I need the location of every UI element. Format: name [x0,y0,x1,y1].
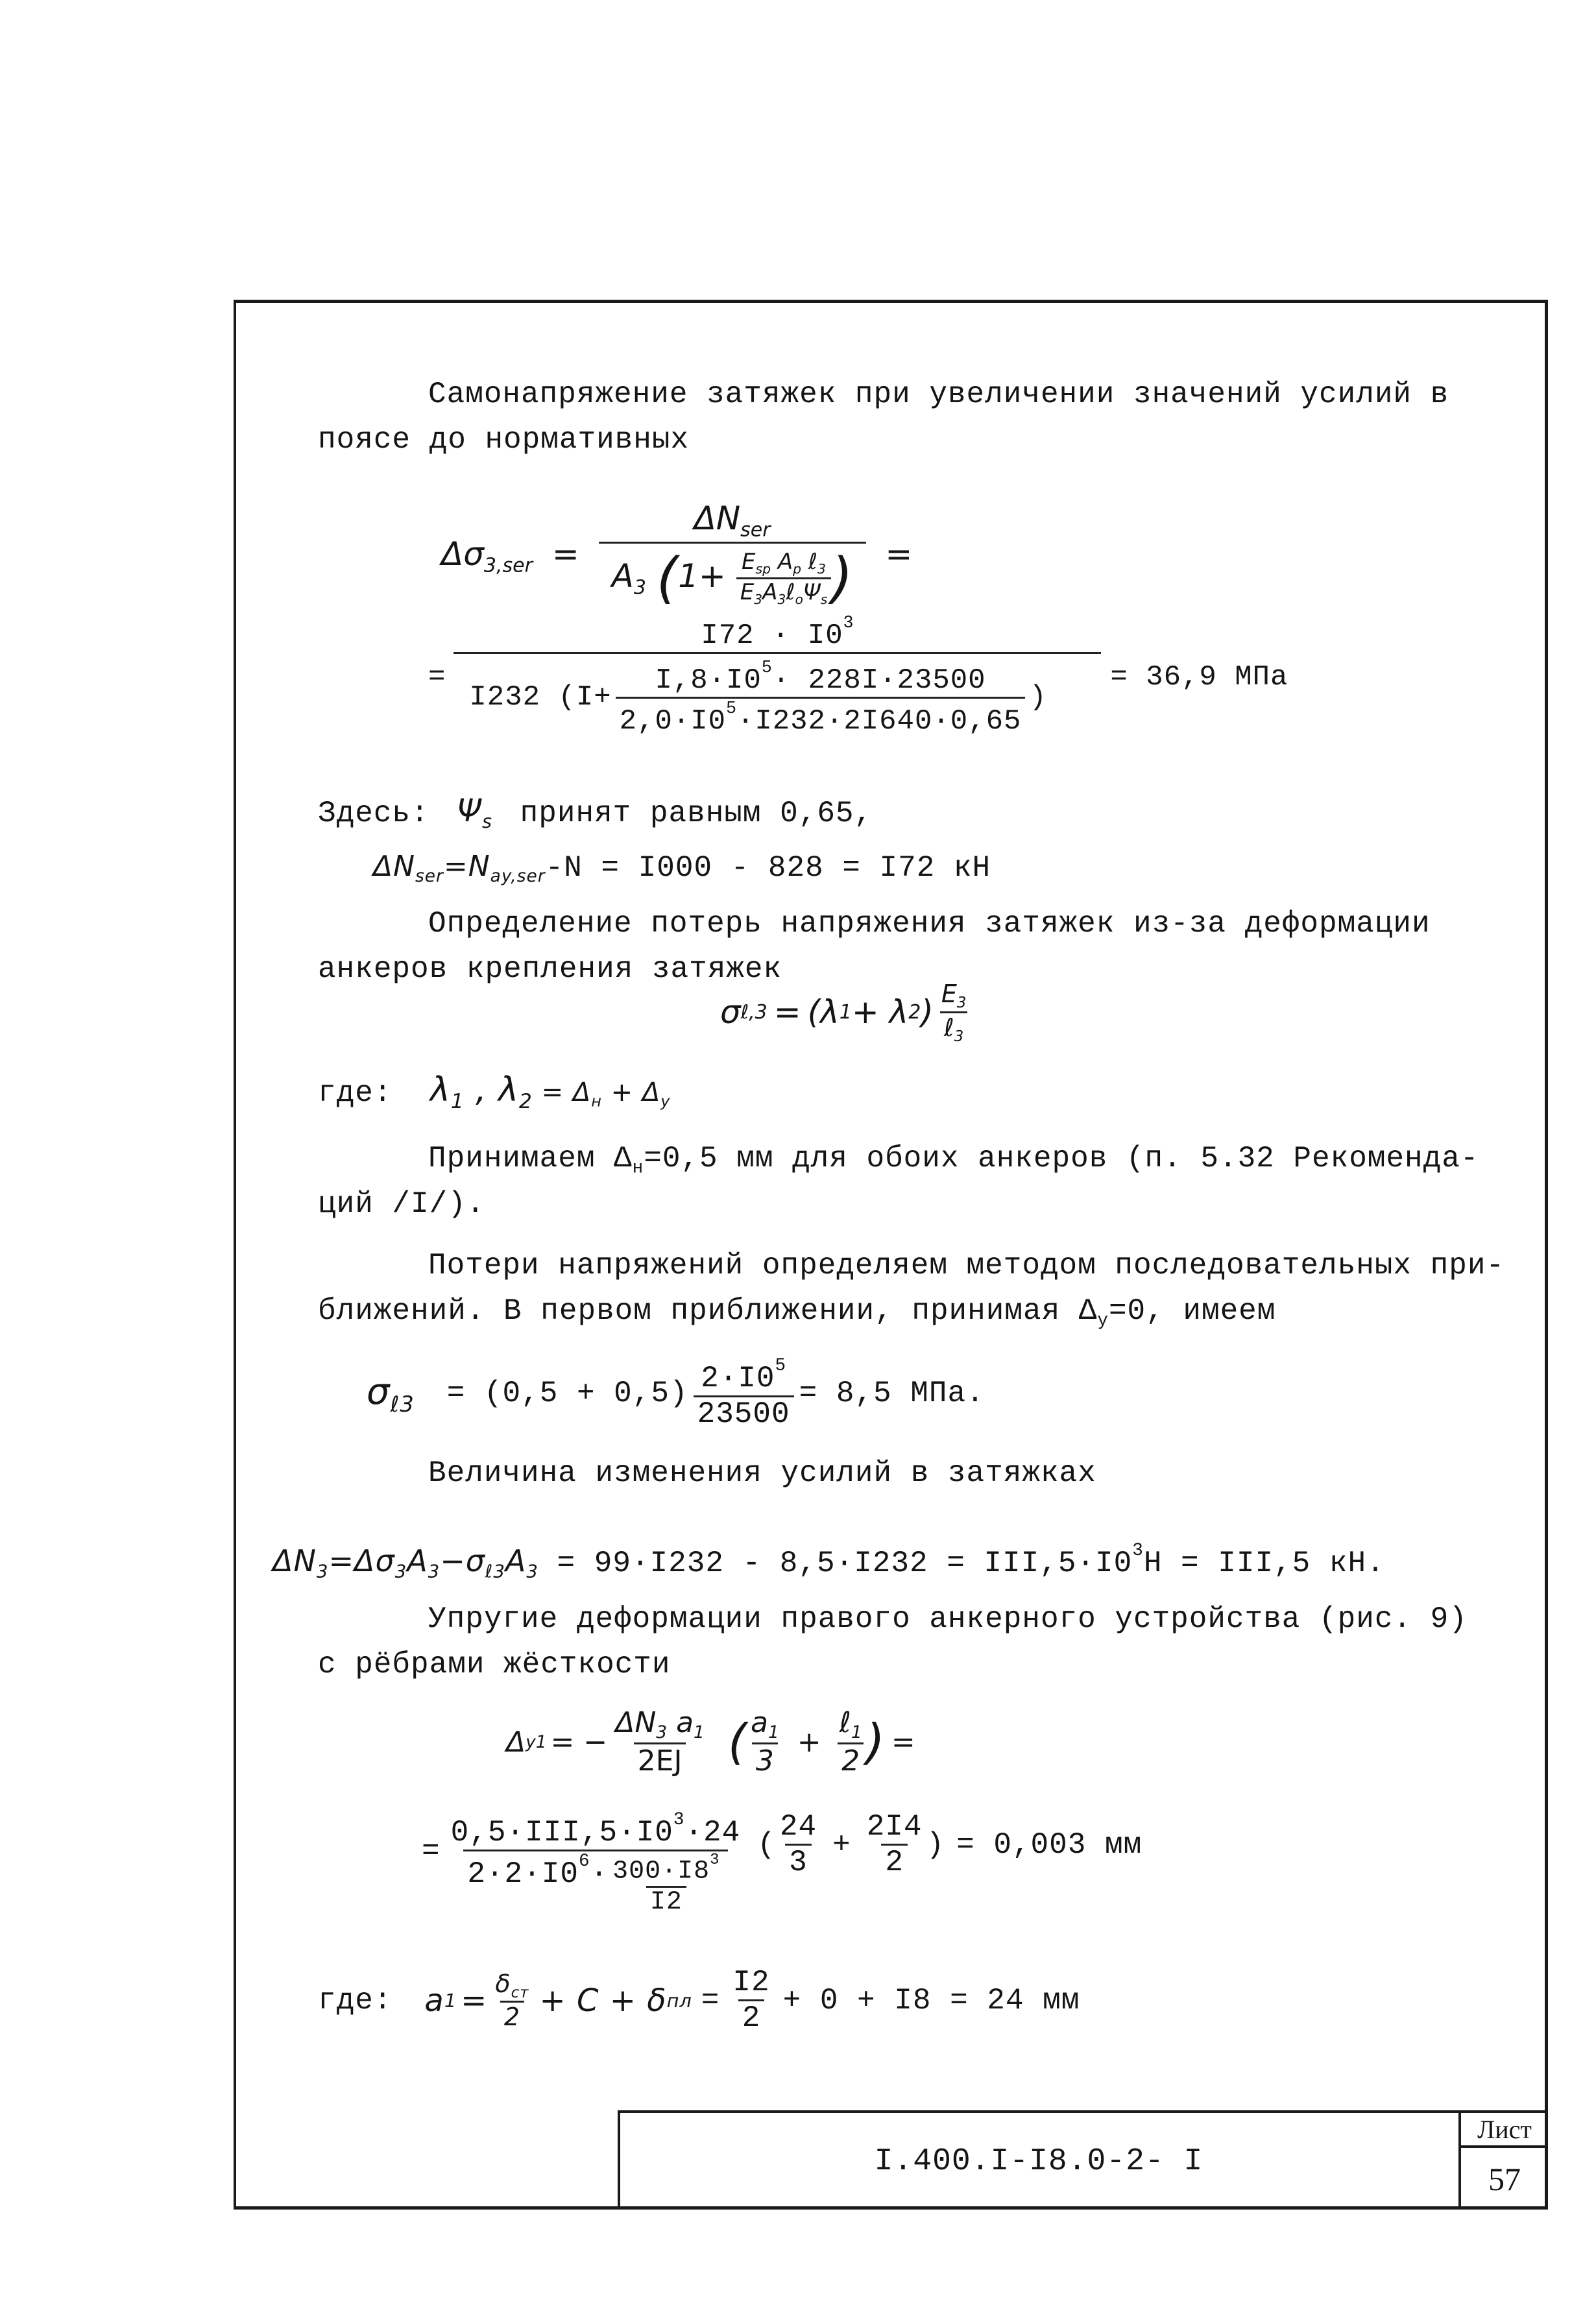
numeric-inner-fraction: $\frac{I,8\cdot I0^5\cdot 228I\cdot 23500}{2,0\cdot I0^5\cdot I232\cdot 2I640\cdot 0,65}$ [616,658,1026,738]
paragraph-elastic-line2: с рёбрами жёсткости [318,1648,671,1681]
psi-note: Здесь: $\Psi_s$ принят равным 0,65, [318,793,873,833]
paragraph-approx-line1: Потери напряжений определяем методом последовательных при- [428,1249,1505,1283]
sheet-number: 57 [1488,2160,1521,2197]
paragraph-force-change: Величина изменения усилий в затяжках [428,1456,1096,1490]
paragraph-self-stress-line2: поясе до нормативных [318,423,690,457]
lhs: $\Delta\sigma_{3,ser}$ [441,535,533,577]
main-fraction: $\Delta N_{ser}$ $A_3$ (1+ $\frac{E_{sp} A_p \ell_3}{E_3A_3\ell_o\Psi_s}$ ) [599,500,866,613]
result-8-5-mpa: = 8,5 МПа. [799,1376,985,1410]
paragraph-losses-line1: Определение потерь напряжения затяжек из-за деформации [428,907,1431,941]
paragraph-elastic-line1: Упругие деформации правого анкерного устройства (рис. 9) [428,1602,1468,1636]
paragraph-accept-line1: Принимаем $\Delta_н=0,5$ мм для обоих анкеров (п. 5.32 Рекоменда- [428,1142,1479,1179]
title-block [618,2110,1548,2210]
numeric-fraction: $I72 \cdot I0^3$ I232 (I+ $\frac{I,8\cdot I0^5\cdot 228I\cdot 23500}{2,0\cdot I0^5\cdot I232\cdot 2I640\cdot 0,65}$ ) [453,613,1101,741]
lambda-definition: где: $\lambda_1$ , $\lambda_2 = \Delta_н + \Delta_у$ [318,1070,671,1113]
sheet-cell [1458,2113,1548,2210]
document-code: I.400.I-I8.0-2- I [874,2143,1203,2179]
formula-sigma-l3: σ ℓ,3 = (λ 1 + λ 2 ) $\frac{E_3}{\ell_3}$ [720,980,967,1045]
sheet-label: Лист [1461,2113,1548,2148]
paragraph-accept-line2: ций /I/). [318,1187,485,1221]
formula-delta-sigma-symbolic: $\Delta\sigma_{3,ser}$ = $\Delta N_{ser}$ $A_3$ (1+ $\frac{E_{sp} A_p \ell_3}{E_3A_3\ell_o\Psi_s}$ ) = [441,500,912,613]
formula-sigma-l3-numeric: $\sigma_{\ell 3}$ = (0,5 + 0,5) $\frac{2\cdot I0^5}{23500}$ = 8,5 МПа. [367,1356,985,1431]
delta-n-ser-equation: $\Delta N_{ser}=N_{ay,ser}-N = I000 - 828 = I72$ кН [373,850,991,887]
formula-delta-y1-numeric: = $0,5\cdot III,5\cdot I0^3\cdot 24$ $2\cdot 2\cdot I0^6\cdot$ $\frac{300\cdot I8^3}{I2}$ ( $\frac{24}{3}$ + $\frac{2I4}{2}$ ) = 0,003 мм [422,1810,1143,1918]
paragraph-approx-line2: ближений. В первом приближении, принимая $\Delta_у=0$, имеем [318,1294,1276,1331]
paragraph-self-stress-line1: Самонапряжение затяжек при увеличении значений усилий в [428,378,1449,411]
result-24-mm: + 0 + I8 = 24 мм [782,1983,1080,2018]
formula-a1: где: a 1 = $\frac{\delta_{ст}}{2}$ + C + δ пл = $\frac{I2}{2}$ + 0 + I8 = 24 мм [318,1966,1080,2035]
paragraph-losses-line2: анкеров крепления затяжек [318,952,782,986]
formula-delta-y1-symbolic: Δ у1 = − $\frac{\Delta N_3 a_1}{2EJ}$ ( $\frac{a_1}{3}$ + $\frac{\ell_1}{2}$ ) = [506,1706,915,1778]
formula-delta-sigma-numeric: = $I72 \cdot I0^3$ I232 (I+ $\frac{I,8\cdot I0^5\cdot 228I\cdot 23500}{2,0\cdot I0^5\cdot I232\cdot 2I640\cdot 0,65}$ ) = 36,9 МПа [428,613,1288,741]
formula-delta-n3: $\Delta N_3=\Delta\sigma_3A_3-\sigma_{\ell 3}A_3 = 99\cdot I232 - 8,5\cdot I232 = III,5\cdot I0^3Н = III,5$ кН. [272,1541,1385,1582]
result-0-003-mm: = 0,003 мм [956,1827,1143,1862]
result-36-9-mpa: = 36,9 МПа [1110,660,1288,693]
inner-fraction: $\frac{E_{sp} A_p \ell_3}{E_3A_3\ell_o\Psi_s}$ [736,549,832,607]
